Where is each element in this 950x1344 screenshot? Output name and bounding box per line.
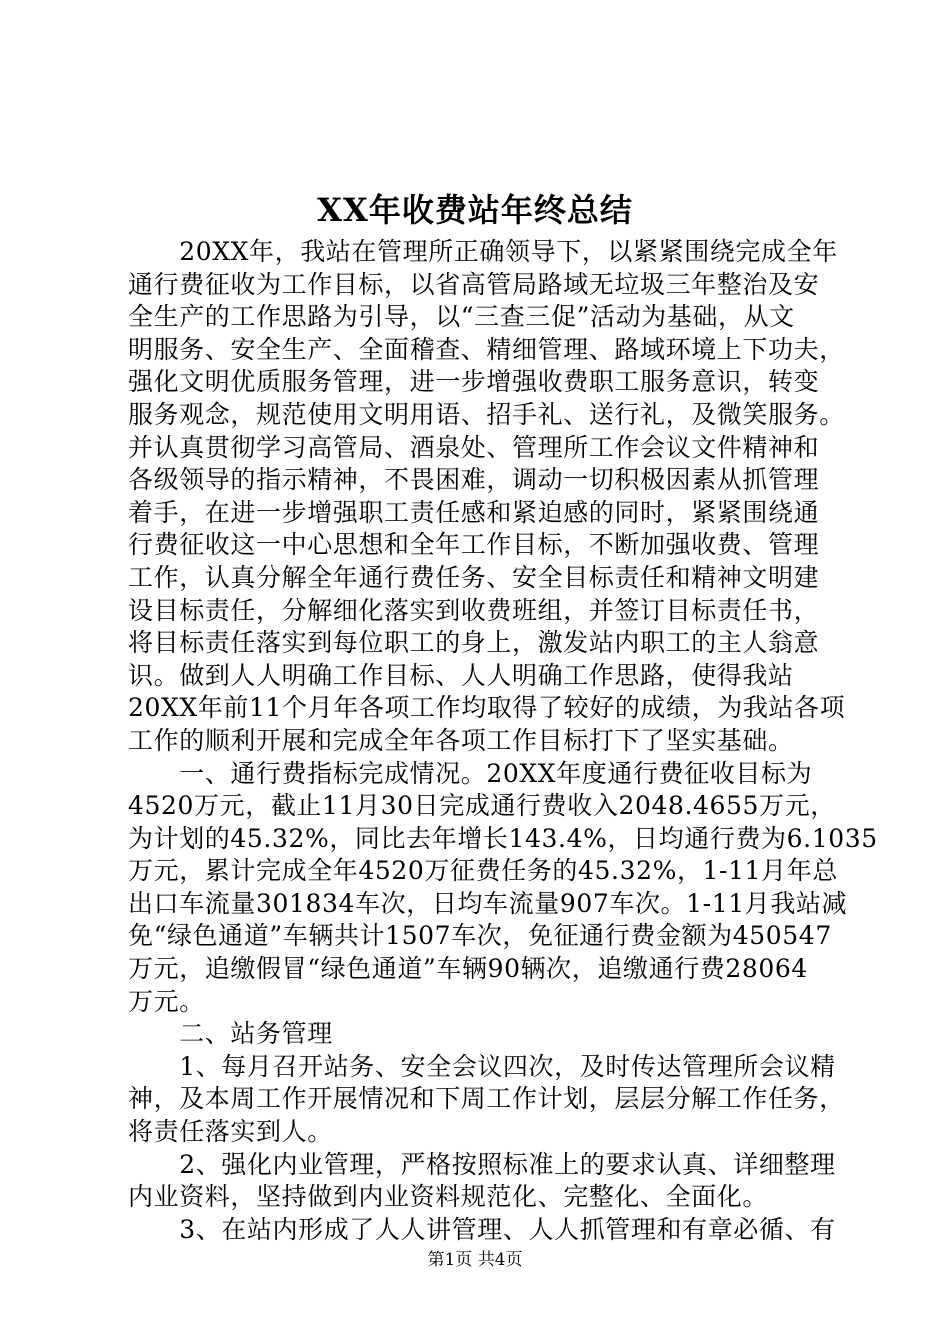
body-line: 3、在站内形成了人人讲管理、人人抓管理和有章必循、有 bbox=[128, 1214, 836, 1244]
body-line: 通行费征收为工作目标，以省高管局路域无垃圾三年整治及安 bbox=[128, 269, 820, 299]
body-line: 各级领导的指示精神，不畏困难，调动一切积极因素从抓管理 bbox=[128, 465, 820, 495]
body-line: 万元，追缴假冒“绿色通道”车辆90辆次，追缴通行费28064 bbox=[128, 954, 808, 984]
body-line: 行费征收这一中心思想和全年工作目标，不断加强收费、管理 bbox=[128, 530, 820, 560]
body-line: 4520万元，截止11月30日完成通行费收入2048.4655万元， bbox=[128, 791, 836, 821]
body-line: 为计划的45.32%，同比去年增长143.4%，日均通行费为6.1035 bbox=[128, 823, 878, 853]
body-line: 全生产的工作思路为引导，以“三查三促”活动为基础，从文 bbox=[128, 302, 795, 332]
body-line: 万元，累计完成全年4520万征费任务的45.32%，1-11月年总 bbox=[128, 856, 838, 886]
body-line: 神，及本周工作开展情况和下周工作计划，层层分解工作任务， bbox=[128, 1084, 845, 1114]
body-line: 将目标责任落实到每位职工的身上，激发站内职工的主人翁意 bbox=[128, 628, 820, 658]
body-line: 免“绿色通道”车辆共计1507车次，免征通行费金额为450547 bbox=[128, 921, 832, 951]
body-line: 20XX年前11个月年各项工作均取得了较好的成绩，为我站各项 bbox=[128, 693, 846, 723]
body-line: 1、每月召开站务、安全会议四次，及时传达管理所会议精 bbox=[128, 1051, 836, 1081]
body-line: 强化文明优质服务管理，进一步增强收费职工服务意识，转变 bbox=[128, 367, 820, 397]
body-line: 万元。 bbox=[128, 986, 205, 1016]
body-line: 并认真贯彻学习高管局、酒泉处、管理所工作会议文件精神和 bbox=[128, 432, 820, 462]
body-line: 将责任落实到人。 bbox=[128, 1117, 333, 1147]
body-line: 一、通行费指标完成情况。20XX年度通行费征收目标为 bbox=[128, 758, 813, 788]
body-line: 设目标责任，分解细化落实到收费班组，并签订目标责任书， bbox=[128, 595, 820, 625]
body-line: 二、站务管理 bbox=[128, 1019, 333, 1049]
body-line: 20XX年，我站在管理所正确领导下，以紧紧围绕完成全年 bbox=[128, 237, 838, 266]
body-line: 出口车流量301834车次，日均车流量907车次。1-11月我站减 bbox=[128, 888, 848, 918]
body-line: 明服务、安全生产、全面稽查、精细管理、路域环境上下功夫， bbox=[128, 334, 845, 364]
body-line: 着手，在进一步增强职工责任感和紧迫感的同时，紧紧围绕通 bbox=[128, 497, 820, 527]
body-line: 工作，认真分解全年通行费任务、安全目标责任和精神文明建 bbox=[128, 562, 820, 592]
body-line: 内业资料，坚持做到内业资料规范化、完整化、全面化。 bbox=[128, 1182, 769, 1212]
document-title: XX年收费站年终总结 bbox=[317, 191, 633, 229]
body-line: 2、强化内业管理，严格按照标准上的要求认真、详细整理 bbox=[128, 1149, 836, 1179]
page-footer: 第1页 共4页 bbox=[427, 1250, 523, 1270]
body-line: 识。做到人人明确工作目标、人人明确工作思路，使得我站 bbox=[128, 660, 794, 690]
body-line: 服务观念，规范使用文明用语、招手礼、送行礼，及微笑服务。 bbox=[128, 399, 845, 429]
document-body bbox=[128, 236, 878, 1246]
body-line: 工作的顺利开展和完成全年各项工作目标打下了坚实基础。 bbox=[128, 725, 794, 755]
